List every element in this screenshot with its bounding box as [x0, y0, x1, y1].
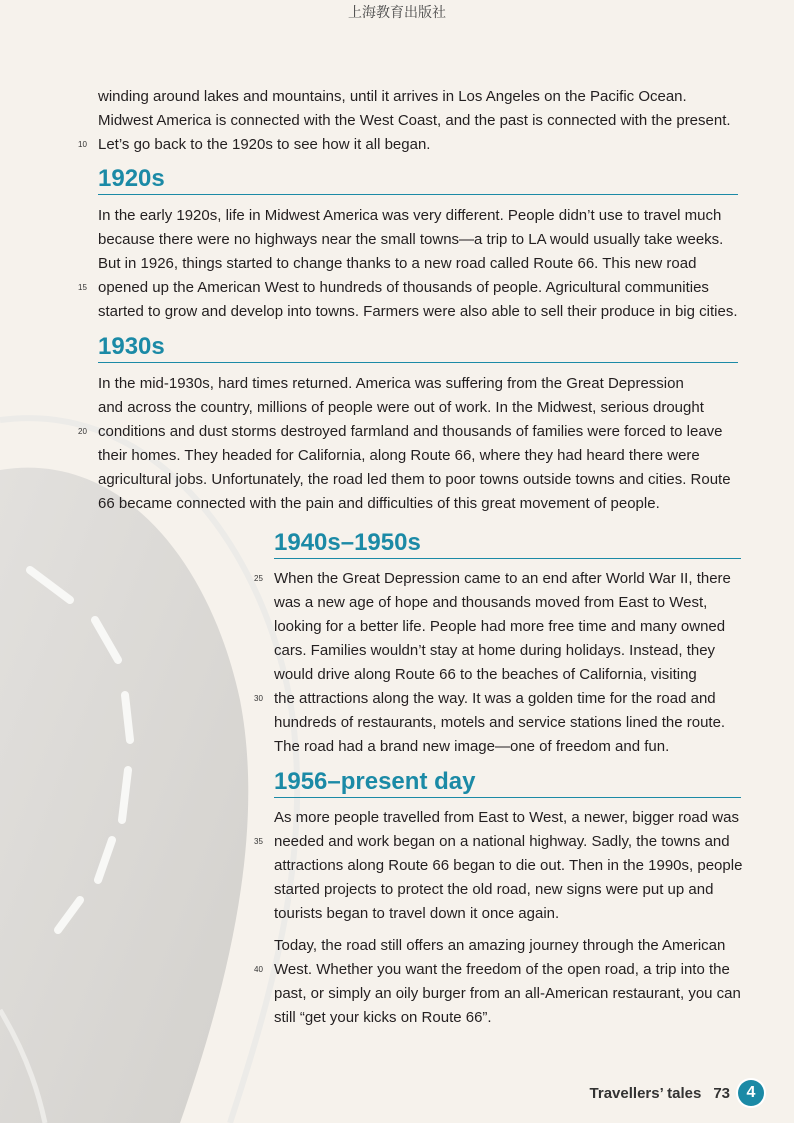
text-line: As more people travelled from East to West, a newer, bigger road was	[274, 809, 739, 826]
paragraph-1956-present	[254, 806, 743, 926]
line-number: 20	[78, 427, 87, 436]
text-line: winding around lakes and mountains, until it arrives in Los Angeles on the Pacific Ocean.	[98, 88, 687, 105]
text-line: looking for a better life. People had more free time and many owned	[274, 618, 726, 635]
page-number: 73	[713, 1084, 730, 1102]
text-line: 40 West. Whether you want the freedom of the open road, a trip into the	[274, 958, 741, 982]
text-line: because there were no highways near the small towns—a trip to LA would usually take weeks.	[98, 231, 724, 248]
text-line: 15 opened up the American West to hundreds of thousands of people. Agricultural communities	[98, 276, 738, 300]
publisher-header: 上海教育出版社	[348, 5, 446, 21]
line-number: 15	[78, 283, 87, 292]
line-number: 30	[254, 694, 263, 703]
line-number: 10	[78, 140, 87, 149]
text-line: 30 the attractions along the way. It was a golden time for the road and	[274, 687, 731, 711]
heading-1956-present: 1956–present day	[274, 768, 741, 798]
text-line: Today, the road still offers an amazing journey through the American	[274, 937, 726, 954]
text-line: past, or simply an oily burger from an all-American restaurant, you can	[274, 985, 741, 1002]
text-line: tourists began to travel down it once again.	[274, 905, 560, 922]
text-line: and across the country, millions of people were out of work. In the Midwest, serious drought	[98, 399, 704, 416]
text-line: In the mid-1930s, hard times returned. America was suffering from the Great Depression	[98, 375, 684, 392]
text-line: would drive along Route 66 to the beaches of California, visiting	[274, 666, 697, 683]
text-line: 25 When the Great Depression came to an end after World War II, there	[274, 567, 731, 591]
line-number: 25	[254, 574, 263, 583]
text-line: still “get your kicks on Route 66”.	[274, 1009, 492, 1026]
text-line: started to grow and develop into towns. Farmers were also able to sell their produce in big cities.	[98, 303, 738, 320]
paragraph-1930s	[78, 372, 731, 516]
text-line: cars. Families wouldn’t stay at home during holidays. Instead, they	[274, 642, 716, 659]
text-line: hundreds of restaurants, motels and service stations lined the route.	[274, 714, 726, 731]
paragraph-today	[254, 934, 741, 1030]
text-line: attractions along Route 66 began to die out. Then in the 1990s, people	[274, 857, 743, 874]
text-line: 20 conditions and dust storms destroyed farmland and thousands of families were forced to leave	[98, 420, 731, 444]
text-line: 10 Let’s go back to the 1920s to see how it all began.	[98, 133, 731, 157]
intro-paragraph	[78, 85, 731, 157]
page-footer	[590, 1080, 764, 1106]
text-line: But in 1926, things started to change thanks to a new road called Route 66. This new road	[98, 255, 697, 272]
heading-1940s-1950s: 1940s–1950s	[274, 529, 741, 559]
paragraph-1940s-1950s	[254, 567, 731, 759]
text-line: was a new age of hope and thousands moved from East to West,	[274, 594, 708, 611]
text-line: agricultural jobs. Unfortunately, the road led them to poor towns outside towns and cities. Route	[98, 471, 731, 488]
chapter-badge: 4	[738, 1080, 764, 1106]
heading-1930s: 1930s	[98, 333, 738, 363]
footer-title: Travellers’ tales	[589, 1084, 702, 1102]
line-number: 35	[254, 837, 263, 846]
text-line: 66 became connected with the pain and difficulties of this great movement of people.	[98, 495, 660, 512]
text-line: The road had a brand new image—one of freedom and fun.	[274, 738, 670, 755]
text-line: their homes. They headed for California, along Route 66, where they had heard there were	[98, 447, 700, 464]
text-line: In the early 1920s, life in Midwest America was very different. People didn’t use to travel much	[98, 207, 722, 224]
text-line: Midwest America is connected with the West Coast, and the past is connected with the present.	[98, 112, 731, 129]
text-line: 35 needed and work began on a national highway. Sadly, the towns and	[274, 830, 742, 854]
text-line: started projects to protect the old road, new signs were put up and	[274, 881, 714, 898]
paragraph-1920s	[78, 204, 738, 324]
line-number: 40	[254, 965, 263, 974]
heading-1920s: 1920s	[98, 165, 738, 195]
